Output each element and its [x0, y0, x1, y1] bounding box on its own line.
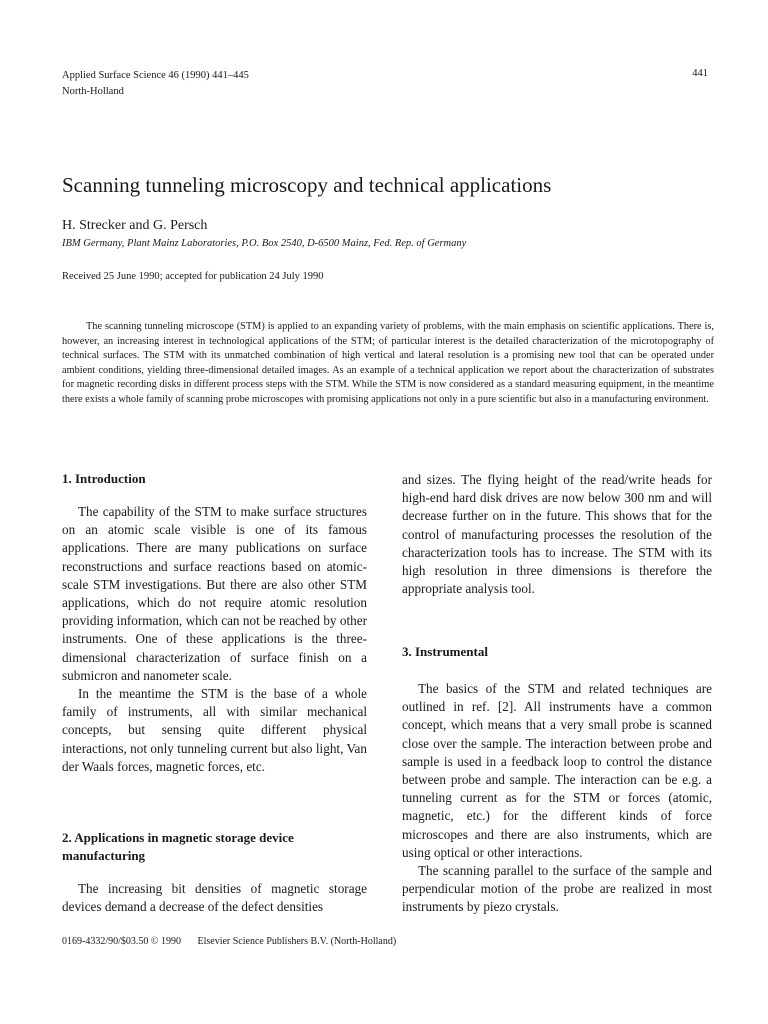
paper-title: Scanning tunneling microscopy and technical applications	[62, 173, 552, 197]
journal-reference	[62, 68, 249, 100]
section-heading-instrumental: 3. Instrumental	[402, 644, 488, 659]
applications-body-continued	[402, 471, 712, 598]
journal-citation: Applied Surface Science 46 (1990) 441–445	[62, 70, 249, 81]
page-number: 441	[692, 68, 708, 79]
section-heading-applications: 2. Applications in magnetic storage device manufacturing	[62, 830, 294, 863]
received-dates: Received 25 June 1990; accepted for publication 24 July 1990	[62, 271, 324, 282]
introduction-body	[62, 503, 367, 776]
section-heading-introduction: 1. Introduction	[62, 471, 146, 486]
publisher-location: North-Holland	[62, 86, 124, 97]
instrumental-body	[402, 680, 712, 917]
affiliation: IBM Germany, Plant Mainz Laboratories, P.O. Box 2540, D-6500 Mainz, Fed. Rep. of Germany	[62, 238, 467, 249]
applications-body	[62, 880, 367, 916]
paragraph: The capability of the STM to make surface structures on an atomic scale visible is one of its famous applications. There are many publications on surface reconstructions and surface reactions based on atomic-scale STM investigations. But there are also other STM applications, which do not require atomic resolution providing information, which can not be reached by other instruments. One of these applications is the three-dimensional characterization of surface finish on a submicron and nanometer scale.	[62, 504, 367, 683]
paragraph: The basics of the STM and related techniques are outlined in ref. [2]. All instruments have a common concept, which means that a very small probe is scanned close over the sample. The interaction between probe and sample is used in a feedback loop to control the distance between probe and sample. The interaction can be e.g. a tunneling current as for the STM or forces (atomic, magnetic, etc.) for the different kinds of force microscopes and there are also instruments, which are using optical or other interactions.	[402, 681, 712, 860]
paragraph: In the meantime the STM is the base of a whole family of instruments, all with similar mechanical concepts, but sensing quite different physical interactions, not only tunneling current but also light, Van der Waals forces, magnetic forces, etc.	[62, 686, 367, 774]
copyright-code: 0169-4332/90/$03.50 © 1990	[62, 936, 181, 947]
publisher: Elsevier Science Publishers B.V. (North-Holland)	[197, 936, 397, 947]
paragraph: The scanning parallel to the surface of the sample and perpendicular motion of the probe are realized in most instruments by piezo crystals.	[402, 863, 712, 915]
paragraph: The increasing bit densities of magnetic storage devices demand a decrease of the defect densities	[62, 881, 367, 915]
footer	[62, 936, 410, 947]
paragraph: and sizes. The flying height of the read/write heads for high-end hard disk drives are now below 300 nm and will decrease further on in the future. This shows that for the control of manufacturing processes the resolution of the characterization tools has to increase. The STM with its high resolution in three dimensions is therefore the appropriate analysis tool.	[402, 472, 712, 597]
authors: H. Strecker and G. Persch	[62, 218, 208, 233]
abstract: The scanning tunneling microscope (STM) is applied to an expanding variety of problems, with the main emphasis on scientific applications. There is, however, an increasing interest in technological applications of the STM; of particular interest is the detailed characterization of the microtopography of technical surfaces. The STM with its unmatched combination of high vertical and lateral resolution is a promising new tool that can be operated under ambient conditions, yielding three-dimensional detailed images. As an example of a technical application we report about the characterization of substrates for magnetic recording disks in different process steps with the STM. While the STM is now considered as a standard measuring equipment, in the meantime there exists a whole family of scanning probe microscopes with promising applications not only in a pure scientific but also in a manufacturing environment.	[62, 321, 714, 405]
